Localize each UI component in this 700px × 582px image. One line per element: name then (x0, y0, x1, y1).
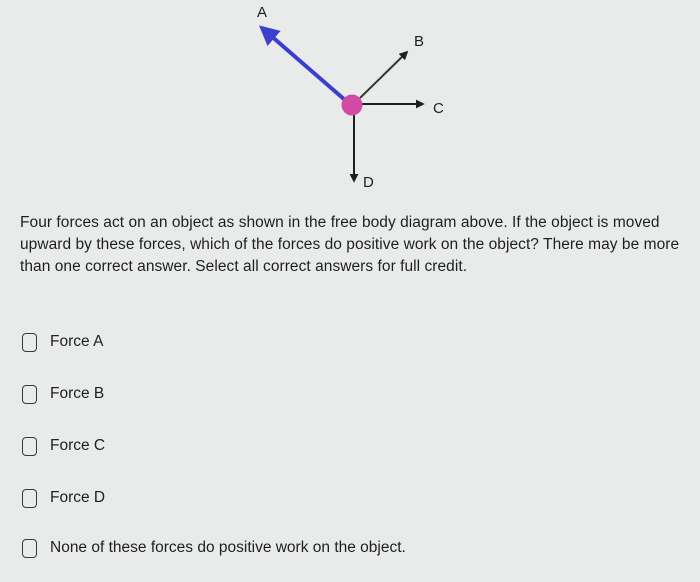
checkbox[interactable] (22, 437, 37, 456)
checkbox[interactable] (22, 489, 37, 508)
object-dot (342, 95, 363, 116)
force-d-label: D (363, 174, 374, 191)
force-c-label: C (433, 100, 444, 117)
checkbox[interactable] (22, 539, 37, 558)
force-b-label: B (414, 33, 425, 50)
option-force-d[interactable] (22, 486, 105, 510)
option-force-c[interactable] (22, 434, 105, 458)
option-force-a[interactable] (22, 330, 103, 354)
option-force-b[interactable] (22, 382, 104, 406)
checkbox[interactable] (22, 385, 37, 404)
option-label: Force C (50, 437, 106, 454)
force-a-arrow (262, 28, 345, 100)
free-body-diagram (0, 0, 700, 200)
option-label: Force A (50, 333, 104, 350)
option-label: Force D (50, 489, 106, 506)
option-label: Force B (50, 385, 105, 402)
force-a-label: A (257, 4, 268, 21)
option-label: None of these forces do positive work on the object. (50, 539, 406, 556)
question-text: Four forces act on an object as shown in the free body diagram above. If the object is moved upward by these forces, which of the forces do positive work on the object? There may be more than one correct answer. Select all correct answers for full credit. (20, 214, 680, 275)
checkbox[interactable] (22, 333, 37, 352)
force-b-arrow (360, 52, 407, 98)
option-none[interactable] (22, 536, 406, 560)
